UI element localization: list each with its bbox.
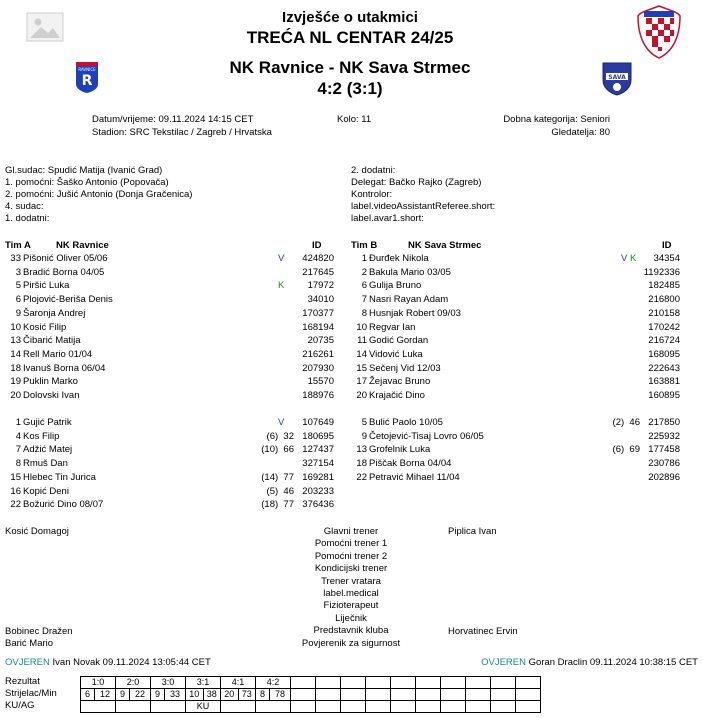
- player-id: 34354: [653, 253, 680, 264]
- scorer-minute-cell: 22: [130, 689, 151, 701]
- player-row: [346, 321, 692, 334]
- score-cell: 1:0: [81, 677, 116, 689]
- player-row: [0, 457, 346, 470]
- score-cell: 4:2: [256, 677, 291, 689]
- player-row: [0, 307, 346, 320]
- player-row: [0, 471, 346, 484]
- player-row: [346, 457, 692, 470]
- player-row: [346, 362, 692, 375]
- scorer-cell: 9: [151, 689, 165, 701]
- player-row: [0, 321, 346, 334]
- player-id: 1192336: [643, 266, 680, 278]
- player-id: 177458: [648, 444, 680, 456]
- player-row: [0, 389, 346, 402]
- player-row: [346, 252, 692, 265]
- player-name: Husnjak Robert 09/03: [369, 307, 461, 319]
- role-medical: label.medical: [323, 588, 379, 600]
- spectators: Gledatelja: 80: [551, 127, 610, 138]
- player-row: [346, 471, 692, 484]
- score-row-ku-ag: [81, 701, 541, 713]
- player-name: Plojović-Beriša Denis: [23, 294, 113, 306]
- official-line: Delegat: Bačko Rajko (Zagreb): [351, 177, 482, 188]
- player-number: 13: [356, 444, 367, 456]
- score-row-label: Rezultat: [5, 676, 40, 687]
- player-role-mark: K: [630, 253, 637, 264]
- player-number: 1: [15, 417, 21, 428]
- score-cell-empty: [391, 689, 416, 701]
- player-id: 170242: [648, 321, 680, 333]
- player-row: [0, 443, 346, 456]
- player-id: 188976: [302, 390, 334, 401]
- player-number: 16: [10, 485, 21, 497]
- player-id: 217850: [648, 417, 680, 428]
- player-role-mark: V: [621, 253, 628, 264]
- player-number: 17: [356, 376, 367, 388]
- player-id: 376436: [302, 499, 334, 511]
- score-cell-empty: [441, 677, 466, 689]
- ku-ag-cell: [151, 701, 186, 713]
- player-name: Kopić Deni: [23, 485, 69, 497]
- score-row-label: KU/AG: [5, 700, 35, 711]
- score-cell-empty: [316, 701, 341, 713]
- score-cell-empty: [416, 677, 441, 689]
- player-name: Šaronja Andrej: [23, 307, 86, 319]
- player-name: Kosić Filip: [23, 321, 67, 333]
- team-b-head-coach: Piplica Ivan: [448, 526, 497, 537]
- scorer-cell: 8: [256, 689, 270, 701]
- substitution-info: (14) 77: [261, 471, 294, 483]
- score-cell-empty: [391, 701, 416, 713]
- player-name: Nasri Rayan Adam: [369, 294, 449, 306]
- score-cell: 2:0: [116, 677, 151, 689]
- score-cell-empty: [516, 689, 541, 701]
- player-id: 168095: [648, 348, 680, 360]
- score-cell-empty: [291, 689, 316, 701]
- player-row: [346, 307, 692, 320]
- player-id: 216724: [648, 335, 680, 347]
- score-cell-empty: [366, 689, 391, 701]
- player-id: 216261: [302, 348, 334, 360]
- scorer-minute-cell: 38: [203, 689, 221, 701]
- player-row: [0, 498, 346, 511]
- player-row: [0, 279, 346, 292]
- official-line: Kontrolor:: [351, 189, 393, 200]
- player-row: [0, 334, 346, 347]
- role-club-representative: Predstavnik kluba: [313, 625, 389, 637]
- team-b-id-header: ID: [662, 240, 672, 251]
- player-name: Hlebec Tin Jurica: [23, 471, 96, 483]
- competition-title: TREĆA NL CENTAR 24/25: [246, 28, 454, 47]
- player-role-mark: K: [278, 280, 285, 292]
- role-security-commissioner: Povjerenik za sigurnost: [301, 637, 401, 649]
- official-line: 2. dodatni:: [351, 165, 396, 176]
- player-id: 202896: [648, 471, 680, 483]
- player-number: 22: [10, 499, 21, 511]
- player-id: 163881: [648, 376, 680, 388]
- match-datetime: Datum/vrijeme: 09.11.2024 14:15 CET: [92, 114, 254, 125]
- score-cell: 3:1: [186, 677, 221, 689]
- player-name: Krajačić Dino: [369, 390, 425, 401]
- team-a-security: Barić Mario: [5, 638, 54, 649]
- player-row: [346, 375, 692, 388]
- score-cell-empty: [341, 701, 366, 713]
- player-row: [346, 293, 692, 306]
- ku-ag-cell: KU: [186, 701, 221, 713]
- player-number: 18: [356, 458, 367, 470]
- player-id: 424820: [302, 253, 334, 264]
- substitution-info: (18) 77: [261, 499, 294, 511]
- player-row: [0, 266, 346, 279]
- player-name: Grofelnik Luka: [369, 444, 431, 456]
- official-line: Gl.sudac: Spudić Matija (Ivanić Grad): [5, 165, 163, 176]
- officials-left: [5, 165, 192, 225]
- player-number: 5: [361, 417, 367, 428]
- player-name: Bakula Mario 03/05: [369, 266, 451, 278]
- player-name: Đurđek Nikola: [369, 253, 429, 264]
- role-goalkeeper-coach: Trener vratara: [321, 575, 381, 587]
- player-row: [0, 252, 346, 265]
- score-cell-empty: [366, 701, 391, 713]
- placeholder-image-icon: [26, 12, 64, 42]
- player-row: [346, 266, 692, 279]
- player-row: [346, 416, 692, 429]
- role-doctor: Liječnik: [335, 612, 367, 624]
- player-id: 203233: [302, 485, 334, 497]
- player-id: 15570: [307, 376, 334, 388]
- score-cell-empty: [341, 689, 366, 701]
- score-cell-empty: [416, 689, 441, 701]
- player-number: 9: [15, 307, 21, 319]
- player-id: 217645: [302, 266, 334, 278]
- player-row: [346, 430, 692, 443]
- team-a-club-rep: Bobinec Dražen: [5, 626, 73, 637]
- matchup-title: NK Ravnice - NK Sava Strmec: [229, 58, 471, 77]
- player-number: 8: [361, 307, 367, 319]
- player-name: Četojević-Tisaj Lovro 06/05: [369, 430, 484, 442]
- player-name: Žejavac Bruno: [369, 376, 431, 388]
- substitution-info: (6) 69: [612, 444, 640, 456]
- player-id: 210158: [648, 307, 680, 319]
- staff-roles: [255, 526, 447, 650]
- official-line: label.avar1.short:: [351, 213, 424, 224]
- player-name: Gujić Patrik: [23, 417, 72, 428]
- scorer-minute-cell: 33: [165, 689, 186, 701]
- player-number: 6: [15, 294, 21, 306]
- player-name: Regvar Ian: [369, 321, 416, 333]
- role-fitness-coach: Kondicijski trener: [314, 563, 388, 575]
- player-name: Puklin Marko: [23, 376, 78, 388]
- score-cell-empty: [416, 701, 441, 713]
- player-id: 107649: [302, 417, 334, 428]
- score-cell: 4:1: [221, 677, 256, 689]
- player-id: 169281: [302, 471, 334, 483]
- ku-ag-cell: [221, 701, 256, 713]
- player-number: 33: [10, 253, 21, 264]
- player-number: 3: [15, 266, 21, 278]
- player-role-mark: V: [278, 417, 285, 428]
- player-number: 8: [15, 458, 21, 470]
- player-number: 7: [15, 444, 21, 456]
- verification-right: [380, 657, 698, 669]
- score-cell-empty: [316, 677, 341, 689]
- scorer-cell: 20: [221, 689, 239, 701]
- official-line: 1. dodatni:: [5, 213, 50, 224]
- away-logo-text: SAVA: [608, 74, 626, 81]
- official-line: 1. pomoćni: Šaško Antonio (Popovača): [5, 177, 169, 188]
- player-number: 6: [361, 280, 367, 292]
- team-a-name: NK Ravnice: [56, 240, 109, 251]
- score-cell-empty: [341, 677, 366, 689]
- player-row: [0, 430, 346, 443]
- ku-ag-cell: [256, 701, 291, 713]
- team-a-id-header: ID: [312, 240, 322, 251]
- score-cell-empty: [466, 701, 491, 713]
- score-row-label: Strijelac/Min: [5, 688, 57, 699]
- player-id: 168194: [302, 321, 334, 333]
- substitution-info: (5) 46: [266, 485, 294, 497]
- score-row-result: [81, 677, 541, 689]
- role-assistant-coach-1: Pomoćni trener 1: [314, 538, 388, 550]
- role-head-coach: Glavni trener: [323, 526, 379, 537]
- role-physiotherapist: Fizioterapeut: [323, 600, 379, 612]
- player-name: Ivanuš Borna 06/04: [23, 362, 106, 374]
- player-row: [346, 389, 692, 402]
- score-cell-empty: [491, 689, 516, 701]
- score-cell-empty: [391, 677, 416, 689]
- player-row: [0, 362, 346, 375]
- officials-right: [351, 165, 495, 225]
- player-number: 14: [10, 348, 21, 360]
- player-name: Božurić Dino 08/07: [23, 499, 104, 511]
- player-id: 170377: [302, 307, 334, 319]
- player-name: Vidović Luka: [369, 348, 423, 360]
- substitution-info: (2) 46: [612, 417, 640, 428]
- team-a-head-coach: Kosić Domagoj: [5, 526, 69, 537]
- player-number: 10: [10, 321, 21, 333]
- player-row: [346, 334, 692, 347]
- player-row: [0, 293, 346, 306]
- player-id: 230786: [648, 458, 680, 470]
- home-logo-text: RAVNICE: [78, 67, 96, 72]
- verified-text: Goran Draclin 09.11.2024 10:38:15 CET: [528, 657, 698, 668]
- home-club-logo: [74, 60, 100, 94]
- player-role-mark: V: [278, 253, 285, 264]
- official-line: 2. pomoćni: Jušić Antonio (Donja Gračenica): [5, 189, 193, 200]
- match-result: 4:2 (3:1): [317, 79, 383, 98]
- player-row: [0, 416, 346, 429]
- report-title: Izvješće o utakmici: [282, 9, 418, 26]
- player-number: 20: [356, 390, 367, 401]
- player-id: 216800: [648, 294, 680, 306]
- team-b-name: NK Sava Strmec: [408, 240, 482, 251]
- team-a-label: Tim A: [5, 240, 31, 251]
- score-row-scorers: [81, 689, 541, 701]
- team-b-club-rep: Horvatinec Ervin: [448, 626, 518, 637]
- official-line: 4. sudac:: [5, 201, 44, 212]
- score-cell-empty: [491, 677, 516, 689]
- score-cell-empty: [291, 677, 316, 689]
- score-cell-empty: [366, 677, 391, 689]
- player-id: 327154: [302, 458, 334, 470]
- player-number: 22: [356, 471, 367, 483]
- player-id: 225932: [648, 430, 680, 442]
- verification-left: [5, 657, 211, 669]
- player-number: 14: [356, 348, 367, 360]
- player-id: 127437: [302, 444, 334, 456]
- scorer-minute-cell: 12: [95, 689, 116, 701]
- player-id: 17972: [307, 280, 334, 292]
- score-table: [80, 676, 541, 713]
- player-number: 9: [361, 430, 367, 442]
- score-cell-empty: [441, 689, 466, 701]
- player-id: 222643: [648, 362, 680, 374]
- scorer-cell: 9: [116, 689, 130, 701]
- verified-text: Ivan Novak 09.11.2024 13:05:44 CET: [52, 657, 211, 668]
- player-name: Sečenj Vid 12/03: [369, 362, 441, 374]
- player-id: 34010: [307, 294, 334, 306]
- player-id: 207930: [302, 362, 334, 374]
- player-number: 7: [361, 294, 367, 306]
- player-name: Godić Gordan: [369, 335, 429, 347]
- score-cell-empty: [516, 677, 541, 689]
- player-number: 5: [15, 280, 21, 292]
- player-number: 2: [361, 266, 367, 278]
- score-cell-empty: [441, 701, 466, 713]
- verified-label: OVJEREN: [5, 657, 50, 668]
- player-row: [346, 279, 692, 292]
- player-number: 4: [15, 430, 21, 442]
- player-id: 20735: [307, 335, 334, 347]
- player-name: Piršić Luka: [23, 280, 70, 292]
- score-cell-empty: [491, 701, 516, 713]
- substitution-info: (10) 66: [261, 444, 294, 456]
- score-cell-empty: [291, 701, 316, 713]
- role-assistant-coach-2: Pomoćni trener 2: [314, 550, 388, 562]
- player-name: Čibarić Matija: [23, 335, 81, 347]
- scorer-cell: 6: [81, 689, 95, 701]
- score-cell-empty: [466, 677, 491, 689]
- player-row: [0, 375, 346, 388]
- player-name: Dolovski Ivan: [23, 390, 80, 401]
- score-cell: 3:0: [151, 677, 186, 689]
- score-cell-empty: [316, 689, 341, 701]
- ku-ag-cell: [116, 701, 151, 713]
- player-id: 160895: [648, 390, 680, 401]
- match-stadium: Stadion: SRC Tekstilac / Zagreb / Hrvatska: [92, 127, 272, 138]
- player-id: 180695: [302, 430, 334, 442]
- scorer-cell: 10: [186, 689, 204, 701]
- score-cell-empty: [516, 701, 541, 713]
- player-name: Rell Mario 01/04: [23, 348, 93, 360]
- substitution-info: (6) 32: [266, 430, 294, 442]
- player-name: Gulija Bruno: [369, 280, 422, 292]
- away-club-logo: [600, 60, 634, 96]
- svg-text:R: R: [81, 73, 93, 89]
- official-line: label.videoAssistantReferee.short:: [351, 201, 496, 212]
- score-cell-empty: [466, 689, 491, 701]
- scorer-minute-cell: 78: [270, 689, 291, 701]
- player-number: 15: [356, 362, 367, 374]
- player-number: 10: [356, 321, 367, 333]
- player-name: Bulić Paolo 10/05: [369, 417, 443, 428]
- player-row: [0, 348, 346, 361]
- player-name: Piščak Borna 04/04: [369, 458, 452, 470]
- ku-ag-cell: [81, 701, 116, 713]
- team-b-label: Tim B: [351, 240, 378, 251]
- player-number: 19: [10, 376, 21, 388]
- verified-label: OVJEREN: [481, 657, 526, 668]
- player-number: 18: [10, 362, 21, 374]
- player-row: [0, 485, 346, 498]
- player-name: Petravić Mihael 11/04: [369, 471, 460, 483]
- age-category: Dobna kategorija: Seniori: [503, 114, 610, 125]
- player-row: [346, 443, 692, 456]
- player-name: Adžić Matej: [23, 444, 73, 456]
- player-name: Rmuš Dan: [23, 458, 68, 470]
- player-number: 11: [357, 335, 367, 347]
- player-id: 182485: [648, 280, 680, 292]
- player-name: Kos Filip: [23, 430, 60, 442]
- player-number: 1: [361, 253, 367, 264]
- player-name: Pišonić Oliver 05/06: [23, 253, 108, 264]
- player-number: 15: [10, 471, 21, 483]
- player-row: [346, 348, 692, 361]
- player-name: Bradić Borna 04/05: [23, 266, 105, 278]
- player-number: 13: [10, 335, 21, 347]
- match-round: Kolo: 11: [337, 114, 372, 125]
- scorer-minute-cell: 73: [238, 689, 256, 701]
- federation-crest-logo: [636, 4, 682, 60]
- player-number: 20: [10, 390, 21, 401]
